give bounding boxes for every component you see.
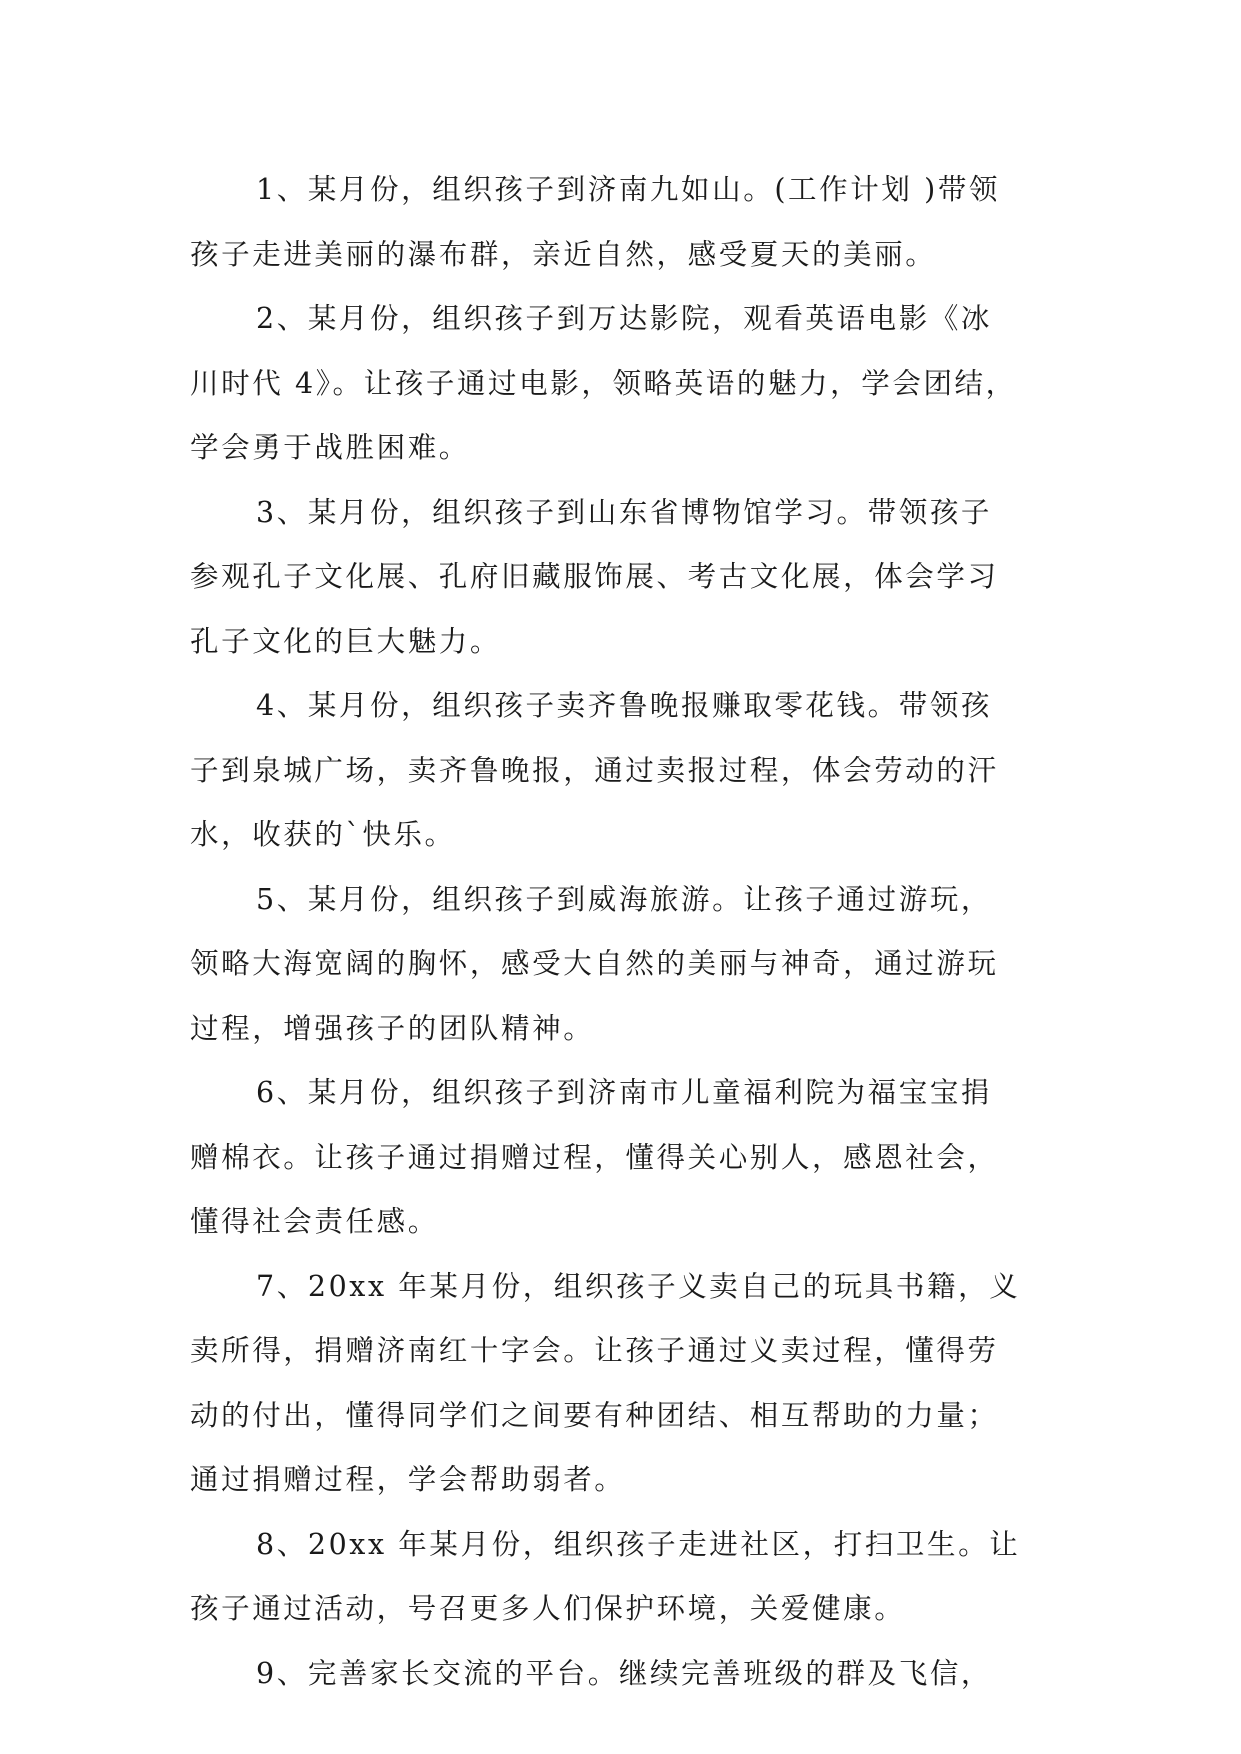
paragraph-5 <box>190 868 1070 1062</box>
paragraph-3 <box>190 481 1070 675</box>
paragraph-line: 7、20xx 年某月份，组织孩子义卖自己的玩具书籍，义 <box>256 1269 1021 1303</box>
paragraph-6 <box>190 1061 1070 1255</box>
paragraph-line: 赠棉衣。让孩子通过捐赠过程，懂得关心别人，感恩社会， <box>190 1140 999 1174</box>
paragraph-line: 过程，增强孩子的团队精神。 <box>190 1011 595 1045</box>
paragraph-line: 参观孔子文化展、孔府旧藏服饰展、考古文化展，体会学习 <box>190 560 999 593</box>
paragraph-line: 3、某月份，组织孩子到山东省博物馆学习。带领孩子 <box>256 495 993 529</box>
paragraph-line: 川时代 4》。让孩子通过电影，领略英语的魅力，学会团结， <box>190 366 1017 400</box>
paragraph-line: 孩子通过活动，号召更多人们保护环境，关爱健康。 <box>190 1592 906 1625</box>
paragraph-line: 孔子文化的巨大魅力。 <box>190 624 502 658</box>
paragraph-line: 学会勇于战胜困难。 <box>190 431 470 464</box>
paragraph-line: 6、某月份，组织孩子到济南市儿童福利院为福宝宝捐 <box>256 1076 993 1109</box>
paragraph-line: 子到泉城广场，卖齐鲁晚报，通过卖报过程，体会劳动的汗 <box>190 753 999 787</box>
paragraph-line: 5、某月份，组织孩子到威海旅游。让孩子通过游玩， <box>256 882 993 916</box>
paragraph-1 <box>190 158 1070 287</box>
paragraph-8 <box>190 1513 1070 1642</box>
paragraph-line: 1、某月份，组织孩子到济南九如山。(工作计划 )带领 <box>256 173 1001 206</box>
paragraph-line: 4、某月份，组织孩子卖齐鲁晚报赚取零花钱。带领孩 <box>256 689 993 722</box>
paragraph-9 <box>190 1642 1070 1707</box>
paragraph-line: 8、20xx 年某月份，组织孩子走进社区，打扫卫生。让 <box>256 1527 1021 1561</box>
paragraph-2 <box>190 287 1070 481</box>
paragraph-line: 动的付出，懂得同学们之间要有种团结、相互帮助的力量； <box>190 1398 999 1432</box>
document-body <box>190 158 1070 1706</box>
paragraph-line: 通过捐赠过程，学会帮助弱者。 <box>190 1463 626 1496</box>
paragraph-4 <box>190 674 1070 868</box>
paragraph-line: 卖所得，捐赠济南红十字会。让孩子通过义卖过程，懂得劳 <box>190 1334 999 1367</box>
paragraph-line: 领略大海宽阔的胸怀，感受大自然的美丽与神奇，通过游玩 <box>190 947 999 980</box>
paragraph-line: 9、完善家长交流的平台。继续完善班级的群及飞信， <box>256 1656 993 1690</box>
paragraph-line: 懂得社会责任感。 <box>190 1205 439 1238</box>
paragraph-line: 2、某月份，组织孩子到万达影院，观看英语电影《冰 <box>256 302 993 335</box>
paragraph-line: 孩子走进美丽的瀑布群，亲近自然，感受夏天的美丽。 <box>190 237 937 271</box>
paragraph-line: 水，收获的`快乐。 <box>190 818 456 851</box>
paragraph-7 <box>190 1255 1070 1513</box>
